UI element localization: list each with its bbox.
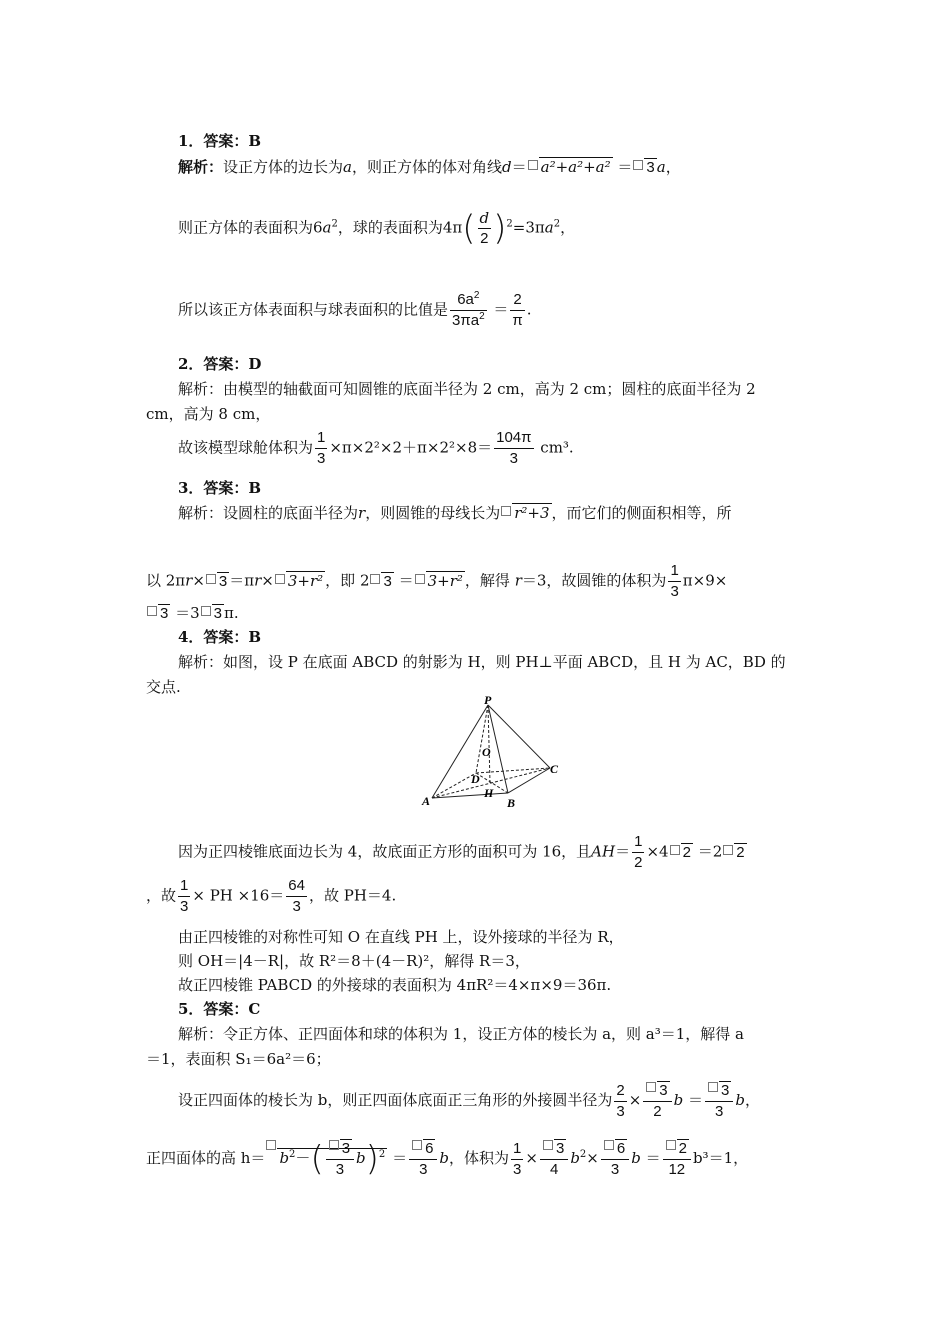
- q5-line-4: 正四面体的高 $h= b^2-$( $\frac{3}{3}$ b)$^2$ ＝ $\frac{6}{3}$ b，体积为 $\frac{1}{3}$ × $\frac{3}{4}$ $b^2\times$ $\frac{6}{3}$ b ＝ $\frac{2}{12}$ b³＝1，: [146, 1139, 749, 1179]
- q4-line-1: 解析：如图，设 P 在底面 ABCD 的射影为 H，则 PH⊥平面 ABCD，且 H 为 AC，BD 的: [178, 653, 786, 671]
- q2-line-2: cm，高为 8 cm，: [146, 405, 271, 423]
- radicand: a²+a²+a²: [540, 158, 611, 176]
- label-O: O: [482, 745, 491, 759]
- q5-answer-heading: 5．答案：C: [178, 1000, 261, 1018]
- q1-line-2: 则正方体的表面积为$6a^2$，球的表面积为4π( $\frac{d}{2}$ )$^2=3\pi a^2$，: [178, 208, 576, 249]
- q3-line-2: 以 2πr× 3 ＝πr× 3+r² ，即 2 3 ＝ 3+r² ，解得 r＝3，故圆锥的体积为 $\frac{1}{3}$ π×9×: [146, 562, 728, 600]
- label-P: P: [484, 695, 492, 707]
- q5-line-1: 解析：令正方体、正四面体和球的体积为 1，设正方体的棱长为 a，则 a³＝1，解得 a: [178, 1025, 745, 1043]
- q1-answer-heading: 1．答案：B: [178, 132, 262, 150]
- q4-line-5: 由正四棱锥的对称性可知 O 在直线 PH 上，设外接球的半径为 R，: [178, 928, 624, 946]
- q4-answer-heading: 4．答案：B: [178, 628, 262, 646]
- label-B: B: [507, 796, 516, 810]
- q3-answer-heading: 3．答案：B: [178, 479, 262, 497]
- q2-line-3: 故该模型球舱体积为 $\frac{1}{3}$ ×π×2²×2＋π×2²×8＝ $\frac{104\pi}{3}$ cm³.: [178, 429, 574, 467]
- q4-line-4: ，故 $\frac{1}{3}$ × PH ×16＝ $\frac{64}{3}$ ，故 PH＝4.: [146, 877, 397, 915]
- q4-line-2: 交点.: [146, 678, 181, 696]
- q4-line-7: 故正四棱锥 PABCD 的外接球的表面积为 4πR²＝4×π×9＝36π.: [178, 976, 612, 994]
- label-H: H: [484, 786, 494, 800]
- q2-line-1: 解析：由模型的轴截面可知圆锥的底面半径为 2 cm，高为 2 cm；圆柱的底面半径为 2: [178, 380, 756, 398]
- q2-answer-heading: 2．答案：D: [178, 355, 262, 373]
- label-A: A: [422, 794, 431, 808]
- q3-line-1: 解析：设圆柱的底面半径为r，则圆锥的母线长为 r²+3 ，而它们的侧面积相等，所: [178, 504, 732, 522]
- label-C: C: [550, 762, 559, 776]
- q3-line-3: 3 ＝3 3 π.: [146, 602, 239, 623]
- q1-line-1: 解析：设正方体的边长为a，则正方体的体对角线d＝ a²+a²+a² ＝ 3 a，: [178, 158, 681, 176]
- q5-line-3: 设正四面体的棱长为 b，则正四面体底面正三角形的外接圆半径为 $\frac{2}{3}$ × $\frac{3}{2}$ b ＝ $\frac{3}{3}$ b，: [178, 1081, 760, 1120]
- q1-line-3: 所以该正方体表面积与球表面积的比值是 $\frac{6a^2}{3\pi a^2}$ ＝ $\frac{2}{\pi}$ .: [178, 290, 532, 329]
- label-D: D: [471, 772, 480, 786]
- q4-line-6: 则 OH＝|4－R|，故 R²＝8＋(4－R)²，解得 R＝3，: [178, 952, 530, 970]
- q5-line-2: ＝1，表面积 S₁＝6a²＝6；: [146, 1050, 331, 1068]
- pyramid-figure: [420, 695, 570, 815]
- q4-line-3: 因为正四棱锥底面边长为 4，故底面正方形的面积可为 16，且AH＝ $\frac{1}{2}$ ×4 2 ＝2 2: [178, 833, 745, 871]
